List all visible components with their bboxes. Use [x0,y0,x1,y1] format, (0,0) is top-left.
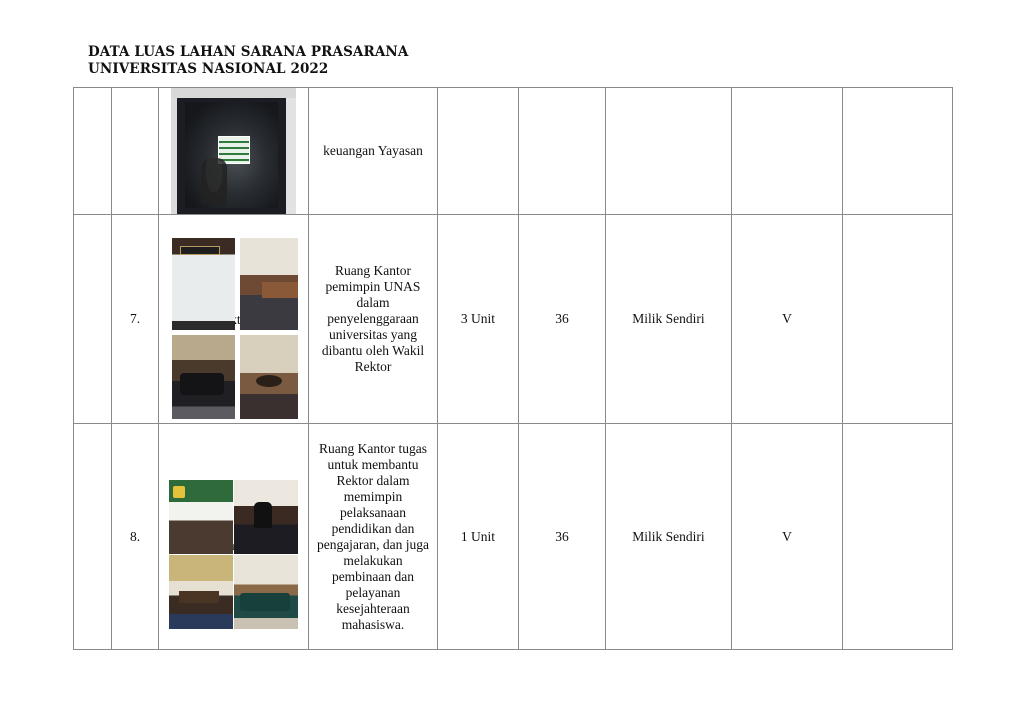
row-number: 7. [112,215,159,424]
room-photo [172,238,235,330]
table-row [74,215,953,424]
document-title [88,44,408,78]
unit-cell: 1 Unit [438,424,519,650]
room-photo [240,238,298,330]
title-line-1: DATA LUAS LAHAN SARANA PRASARANA [88,44,409,60]
photo-cell [159,215,309,424]
area-cell: 36 [519,215,606,424]
note-cell [843,215,953,424]
room-photo [234,555,298,629]
area-cell: 36 [519,424,606,650]
photo-cell [159,88,309,215]
check-cell: V [732,215,843,424]
door-photo [171,88,296,214]
area-cell [519,88,606,215]
table-row [74,424,953,650]
blank-cell [74,88,112,215]
room-photo [169,480,233,554]
description-cell: keuangan Yayasan [309,88,438,215]
room-photo [172,335,235,419]
check-cell: V [732,424,843,650]
row-number [112,88,159,215]
table-row [74,88,953,215]
facility-table [73,87,953,650]
ownership-cell: Milik Sendiri [606,215,732,424]
photo-cell [159,424,309,650]
blank-cell [74,424,112,650]
note-cell [843,424,953,650]
room-photo [169,555,233,629]
blank-cell [74,215,112,424]
note-cell [843,88,953,215]
row-number: 8. [112,424,159,650]
unit-cell: 3 Unit [438,215,519,424]
unit-cell [438,88,519,215]
room-photo [240,335,298,419]
ownership-cell [606,88,732,215]
description-cell: Ruang Kantor pemimpin UNAS dalam penyelenggaraan universitas yang dibantu oleh Wakil Rektor [309,215,438,424]
check-cell [732,88,843,215]
room-photo [234,480,298,554]
title-line-2: UNIVERSITAS NASIONAL 2022 [88,61,329,77]
description-cell: Ruang Kantor tugas untuk membantu Rektor dalam memimpin pelaksanaan pendidikan dan pengajaran, dan juga melakukan pembinaan dan pelayanan kesejahteraan mahasiswa. [309,424,438,650]
ownership-cell: Milik Sendiri [606,424,732,650]
